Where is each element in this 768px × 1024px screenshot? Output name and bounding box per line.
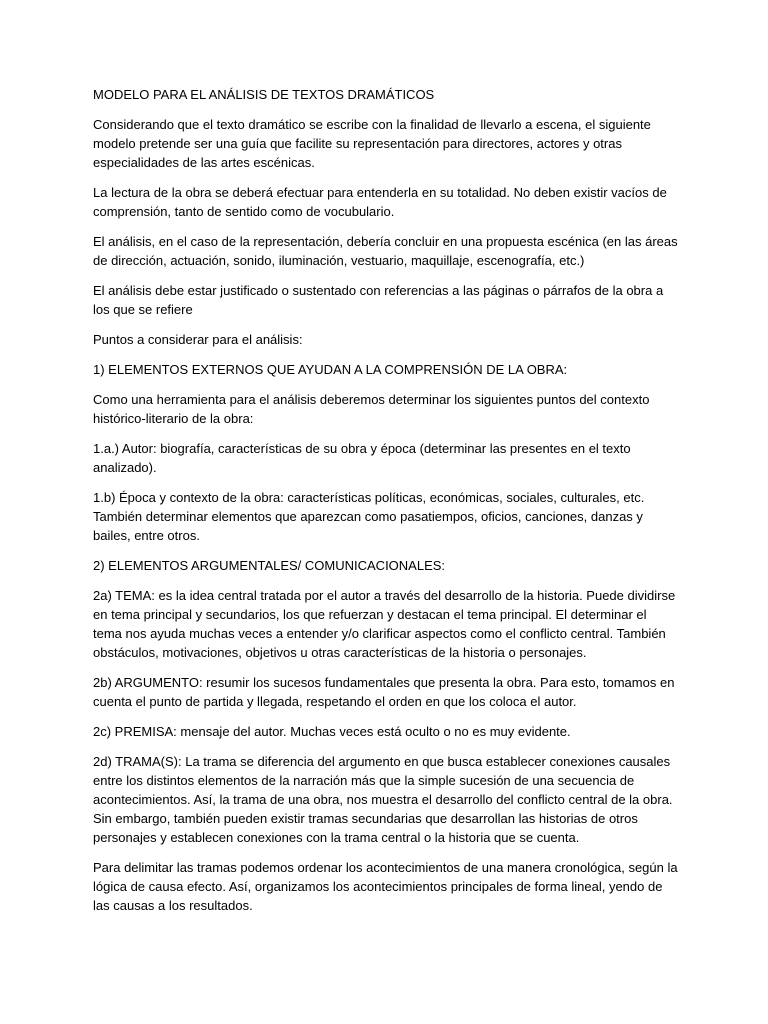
paragraph-lectura: La lectura de la obra se deberá efectuar para entenderla en su totalidad. No deben existir vacíos de comprensión, tanto de sentido como de vocubulario.	[93, 185, 667, 219]
paragraph-epoca: 1.b) Época y contexto de la obra: características políticas, económicas, sociales, culturales, etc. También determinar elementos que aparezcan como pasatiempos, oficios, canciones, danzas y bailes, entre otros.	[93, 490, 645, 543]
paragraph-puntos: Puntos a considerar para el análisis:	[93, 332, 303, 347]
paragraph-analisis-justificado: El análisis debe estar justificado o sustentado con referencias a las páginas o párrafos de la obra a los que se refiere	[93, 283, 664, 317]
paragraph-delimitar-tramas: Para delimitar las tramas podemos ordenar los acontecimientos de una manera cronológica, según la lógica de causa efecto. Así, organizamos los acontecimientos principales de forma lineal, yendo de las causas a los resultados.	[93, 860, 678, 913]
document-title: MODELO PARA EL ANÁLISIS DE TEXTOS DRAMÁTICOS	[93, 87, 435, 102]
section-heading-argumentales: 2) ELEMENTOS ARGUMENTALES/ COMUNICACIONALES:	[93, 558, 446, 573]
paragraph-argumento: 2b) ARGUMENTO: resumir los sucesos fundamentales que presenta la obra. Para esto, tomamos en cuenta el punto de partida y llegada, respetando el orden en que los coloca el autor.	[93, 675, 675, 709]
paragraph-tema: 2a) TEMA: es la idea central tratada por el autor a través del desarrollo de la historia. Puede dividirse en tema principal y secundarios, los que refuerzan y destacan el tema principal. El determinar el tema nos ayuda muchas veces a entender y/o clarificar aspectos como el conflicto central. También obstáculos, motivaciones, objetivos u otras características de la historia o personajes.	[93, 588, 676, 660]
section-heading-externos: 1) ELEMENTOS EXTERNOS QUE AYUDAN A LA COMPRENSIÓN DE LA OBRA:	[93, 362, 568, 377]
paragraph-analisis-representacion: El análisis, en el caso de la representación, debería concluir en una propuesta escénica (en las áreas de dirección, actuación, sonido, iluminación, vestuario, maquillaje, escenografía, etc.)	[93, 234, 678, 268]
paragraph-trama: 2d) TRAMA(S): La trama se diferencia del argumento en que busca establecer conexiones causales entre los distintos elementos de la narración más que la simple sucesión de una secuencia de acontecimientos. Así, la trama de una obra, nos muestra el desarrollo del conflicto central de la obra. Sin embargo, también pueden existir tramas secundarias que desarrollan las historias de otros personajes y establecen conexiones con la trama central o la historia que se cuenta.	[93, 754, 673, 845]
paragraph-autor: 1.a.) Autor: biografía, características de su obra y época (determinar las presentes en el texto analizado).	[93, 441, 631, 475]
paragraph-herramienta: Como una herramienta para el análisis deberemos determinar los siguientes puntos del contexto histórico-literario de la obra:	[93, 392, 650, 426]
paragraph-intro: Considerando que el texto dramático se escribe con la finalidad de llevarlo a escena, el siguiente modelo pretende ser una guía que facilite su representación para directores, actores y otras especialidades de las artes escénicas.	[93, 117, 651, 170]
paragraph-premisa: 2c) PREMISA: mensaje del autor. Muchas veces está oculto o no es muy evidente.	[93, 724, 571, 739]
